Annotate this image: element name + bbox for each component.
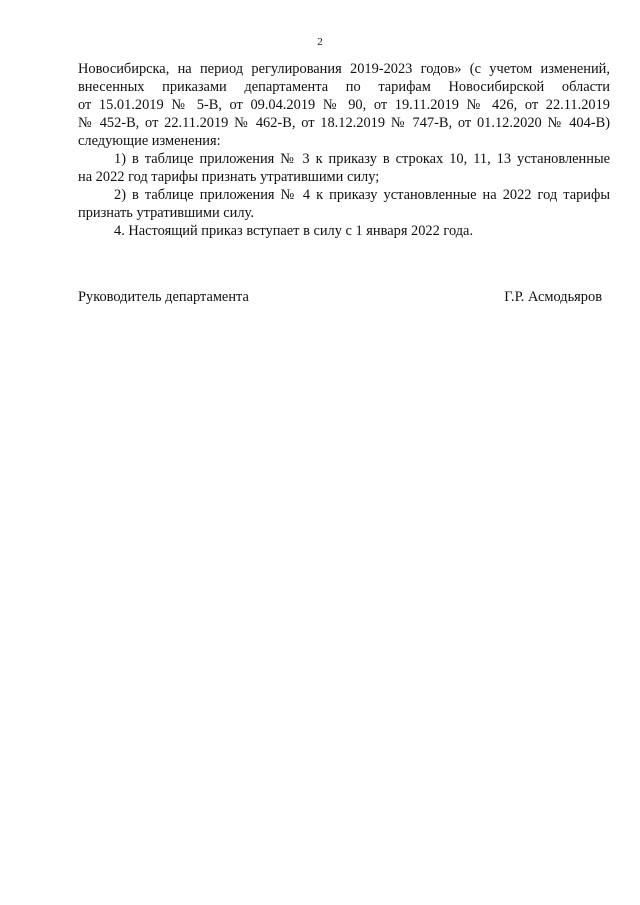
page-number: 2 <box>317 36 323 48</box>
signature-block <box>78 288 602 306</box>
body-line: Новосибирска, на период регулирования 2019-2023 годов» (с учетом изменений, <box>78 61 610 77</box>
body-line: № 452-В, от 22.11.2019 № 462-В, от 18.12.2019 № 747-В, от 01.12.2020 № 404-В) <box>78 115 610 131</box>
body-line: внесенных приказами департамента по тарифам Новосибирской области <box>78 79 610 95</box>
signatory-position: Руководитель департамента <box>78 289 249 305</box>
signatory-name: Г.Р. Асмодьяров <box>504 289 602 305</box>
list-item-1-line: на 2022 год тарифы признать утратившими силу; <box>78 169 380 185</box>
body-line: следующие изменения: <box>78 133 221 149</box>
clause-4: 4. Настоящий приказ вступает в силу с 1 января 2022 года. <box>114 223 474 239</box>
body-line: от 15.01.2019 № 5-В, от 09.04.2019 № 90, от 19.11.2019 № 426, от 22.11.2019 <box>78 97 610 113</box>
list-item-2-line: 2) в таблице приложения № 4 к приказу установленные на 2022 год тарифы <box>114 187 610 203</box>
document-body <box>78 60 610 240</box>
list-item-1-line: 1) в таблице приложения № 3 к приказу в строках 10, 11, 13 установленные <box>114 151 610 167</box>
list-item-2-line: признать утратившими силу. <box>78 205 254 221</box>
